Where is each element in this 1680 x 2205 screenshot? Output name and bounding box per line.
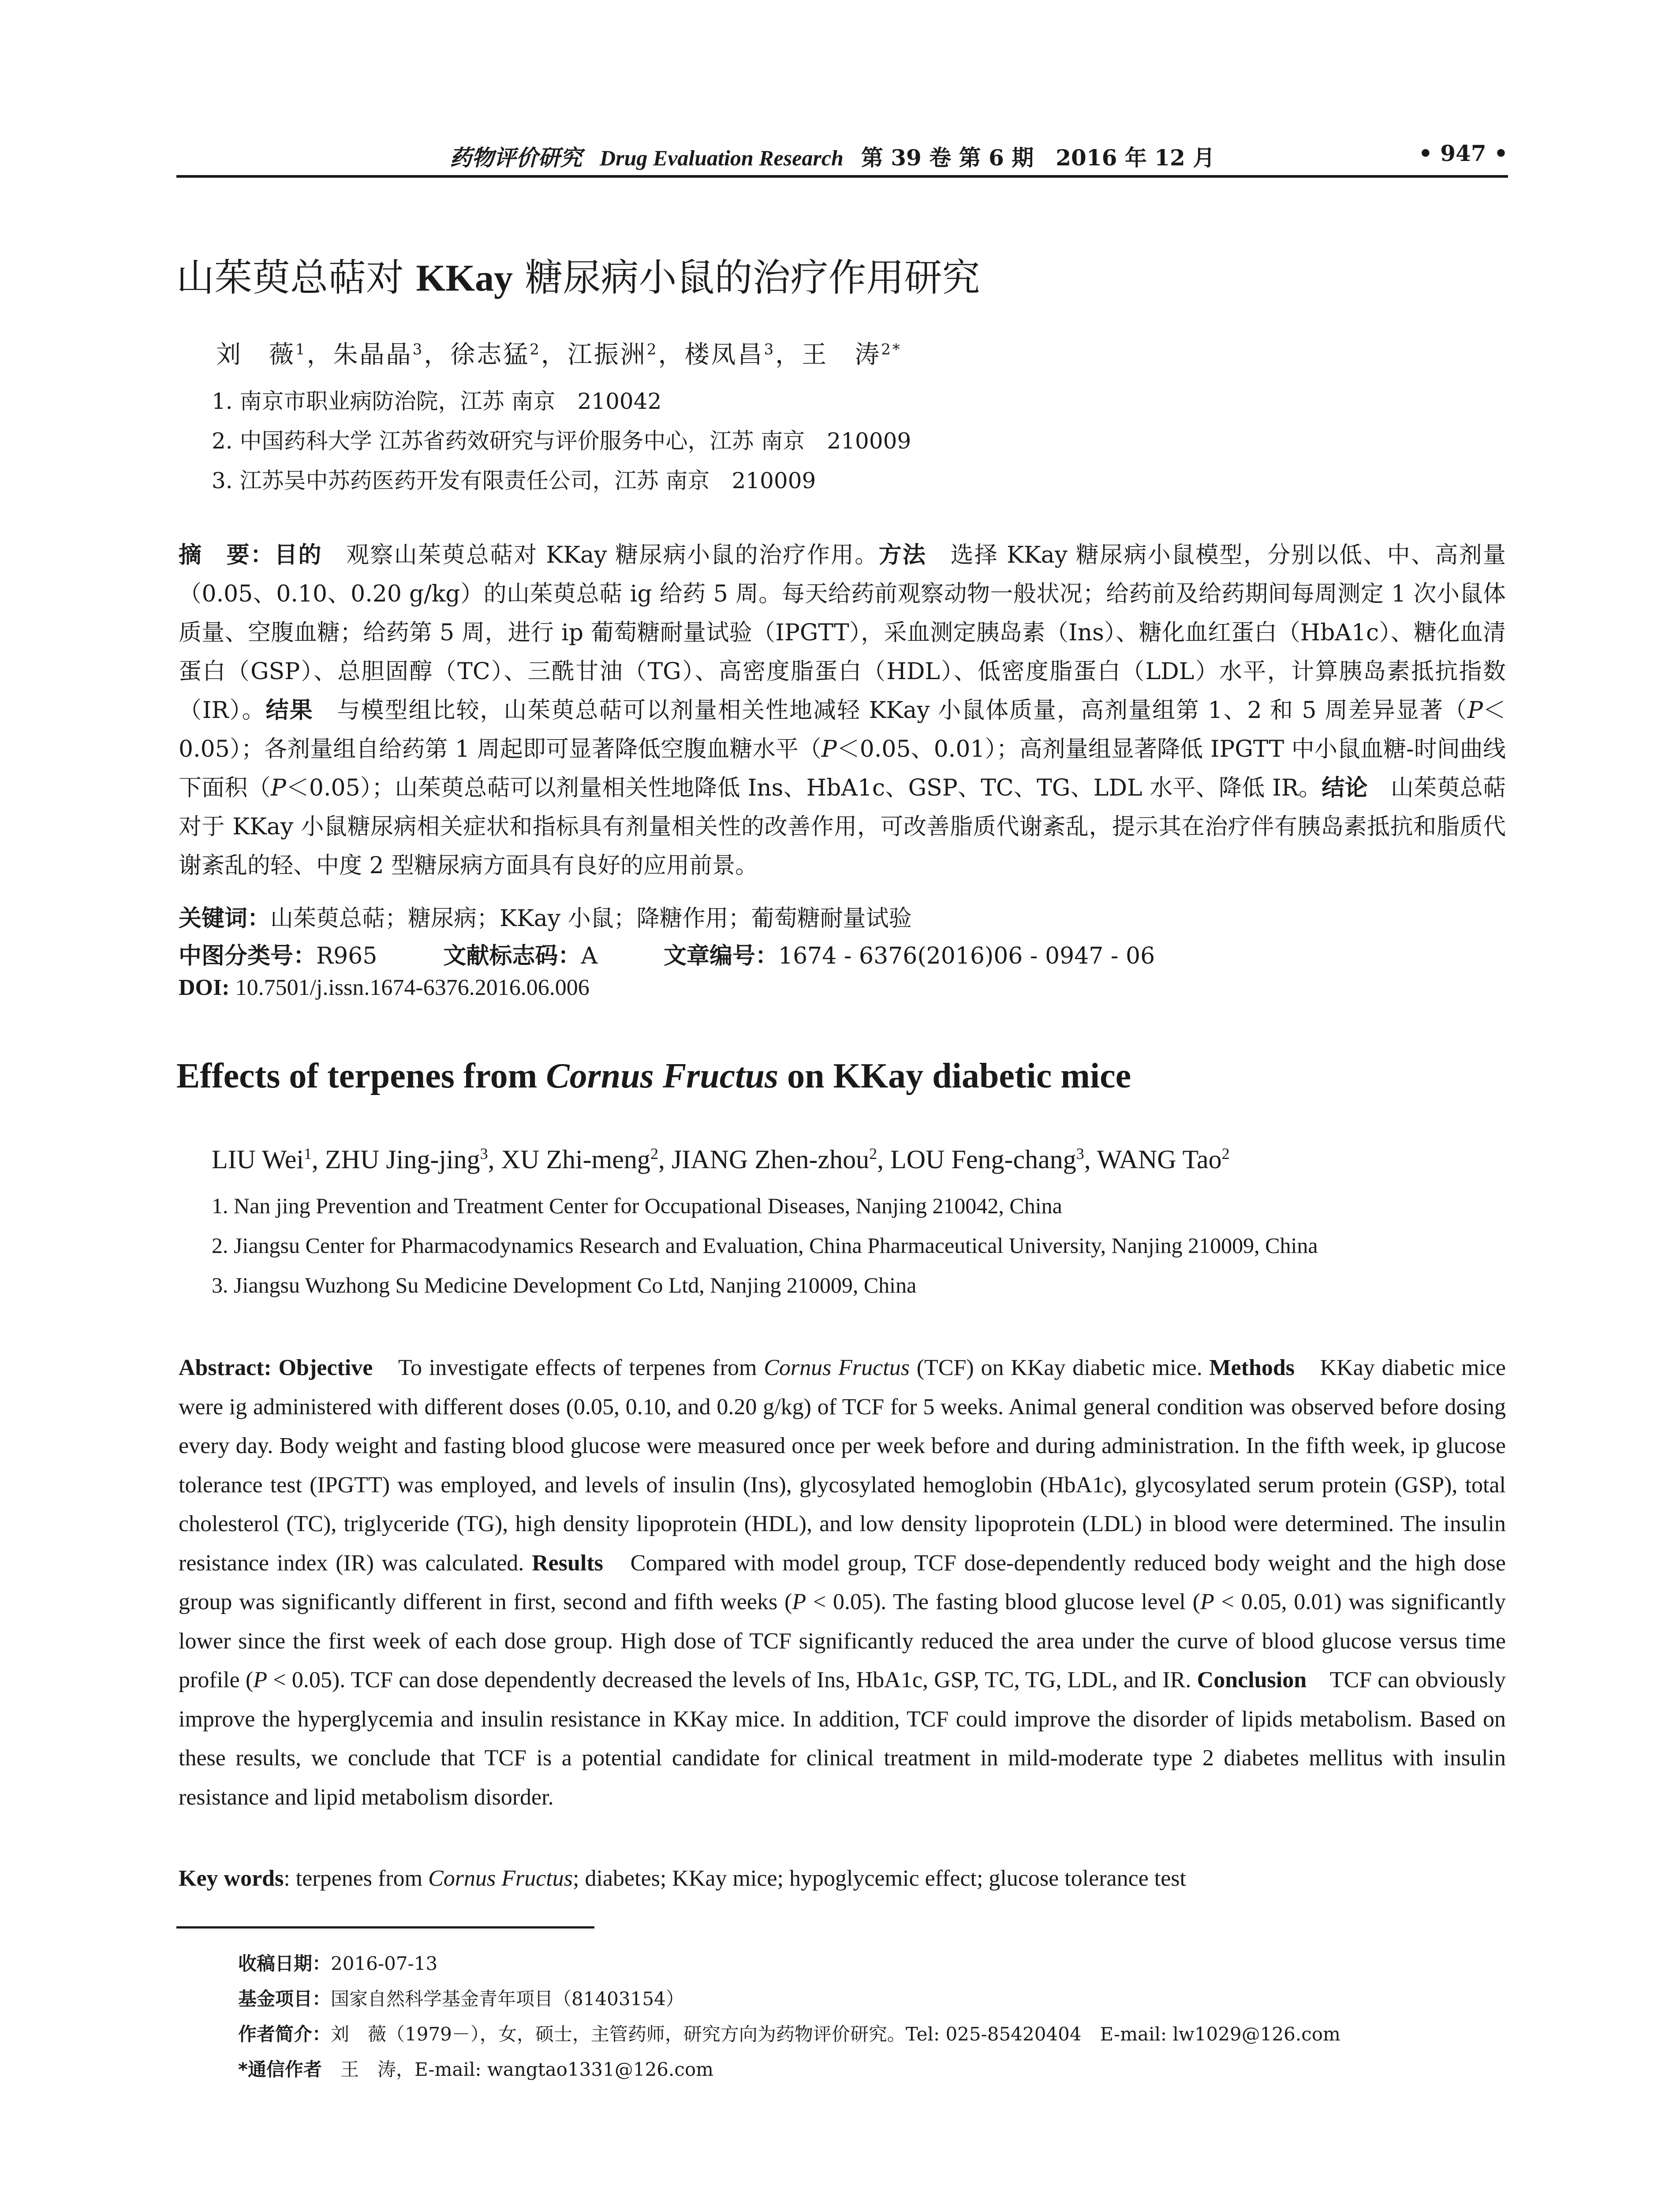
abstract-cn [179,536,1506,885]
received-label: 收稿日期： [238,1953,331,1974]
title-en [176,1056,1131,1096]
title-en-part: on KKay diabetic mice [778,1057,1131,1095]
doi-value[interactable]: 10.7501/j.issn.1674-6376.2016.06.006 [229,975,590,1000]
affiliation-en: 2. Jiangsu Center for Pharmacodynamics Research and Evaluation, China Pharmaceutical University, Nanjing 210009, China [212,1233,1318,1258]
p-symbol: P [821,736,837,762]
journal-name-en: Drug Evaluation Research [600,146,844,170]
fund-text: 国家自然科学基金青年项目（81403154） [331,1988,684,2010]
title-en-species: Cornus Fructus [546,1057,779,1095]
keywords-label: Key words [179,1866,284,1891]
conclusion-text: TCF can obviously improve the hyperglycemia and insulin resistance in KKay mice. In addition, TCF could improve the disorder of lipids metabolism. Based on these results, we conclude that TCF is a potential candidate for clinical treatment in mild-moderate type 2 diabetes mellitus with insulin resistance and lipid metabolism disorder. [179,1667,1506,1810]
corresponding-text: 王 涛，E-mail: wangtao1331@126.com [321,2059,713,2080]
author-name: , XU Zhi-meng [488,1145,650,1174]
results-label: Results [532,1550,603,1576]
title-cn [176,247,980,302]
keywords-label: 关键词： [179,905,271,932]
results-text: ＜0.05）；各剂量组自给药第 1 周起即可显著降低空腹血糖水平（ [179,697,1506,762]
author-name: 刘 薇 [216,340,295,369]
author-name: ，徐志猛 [424,340,530,369]
p-symbol: P [1467,697,1483,724]
title-cn-part: 糖尿病小鼠的治疗作用研究 [513,256,980,300]
results-text: ＜0.05）；山茱萸总萜可以剂量相关性地降低 Ins、HbA1c、GSP、TC、TG、LDL 水平、降低 IR。 [286,775,1322,801]
bio-label: 作者简介： [238,2023,331,2045]
doc-code-value: A [581,943,597,969]
results-text: Compared with model group, TCF dose-dependently reduced body weight and the high dose group was significantly different in first, second and fifth weeks ( [179,1550,1506,1615]
author-affil-mark: 1 [304,1145,312,1162]
article-number-label: 文章编号： [664,943,779,969]
author-name: ，王 涛 [775,340,881,369]
author-affil-mark: 2 [869,1145,877,1162]
affiliation-en: 1. Nan jing Prevention and Treatment Center for Occupational Diseases, Nanjing 210042, China [212,1193,1062,1218]
results-label: 结果 [265,697,314,724]
author-name: , LOU Feng-chang [877,1145,1076,1174]
author-affil-mark: 2 [646,340,658,359]
title-en-part: Effects of terpenes from [176,1057,546,1095]
header-rule [176,175,1508,178]
results-text: < 0.05). TCF can dose dependently decreased the levels of Ins, HbA1c, GSP, TC, TG, LDL, and IR. [267,1667,1197,1693]
affiliation-cn: 1. 南京市职业病防治院，江苏 南京 210042 [212,389,662,414]
keywords-text: ; diabetes; KKay mice; hypoglycemic effect; glucose tolerance test [573,1866,1186,1891]
methods-label: Methods [1209,1355,1295,1380]
objective-text: (TCF) on KKay diabetic mice. [909,1355,1210,1380]
affiliation-cn: 2. 中国药科大学 江苏省药效研究与评价服务中心，江苏 南京 210009 [212,428,911,454]
classification-cn [179,937,1155,970]
results-text: ＜0.05、0.01）；高剂量组显著降低 IPGTT 中小鼠血糖-时间曲线下面积（ [179,736,1506,801]
author-affil-mark: 2 [650,1145,658,1162]
author-affil-mark: 3 [764,340,776,359]
article-number-value: 1674 - 6376(2016)06 - 0947 - 06 [778,943,1155,969]
footnote-fund [238,1984,684,2011]
author-affil-mark: 3 [412,340,424,359]
author-name: , JIANG Zhen-zhou [658,1145,870,1174]
p-symbol: P [792,1589,806,1615]
footnote-rule [176,1926,594,1928]
footnote-author-bio [238,2020,1340,2046]
author-affil-mark: 3 [1076,1145,1084,1162]
title-cn-kkay: KKay [416,257,513,299]
author-affil-mark: 2* [881,340,902,359]
author-affil-mark: 2 [1221,1145,1230,1162]
title-cn-part: 山茱萸总萜对 [176,256,416,300]
author-name: ，江振洲 [541,340,647,369]
journal-volume: 第 39 卷 第 6 期 2016 年 12 月 [861,145,1215,171]
received-date: 2016-07-13 [331,1953,438,1974]
abstract-objective-label: Abstract: Objective [179,1355,373,1380]
objective-text: 观察山茱萸总萜对 KKay 糖尿病小鼠的治疗作用。 [322,542,879,568]
fund-label: 基金项目： [238,1988,331,2010]
clc-value: R965 [316,943,377,969]
author-affil-mark: 3 [480,1145,488,1162]
p-symbol: P [253,1667,267,1693]
authors-en [212,1144,1230,1175]
doc-code-label: 文献标志码： [443,943,581,969]
keywords-text: 山茱萸总萜；糖尿病；KKay 小鼠；降糖作用；葡萄糖耐量试验 [270,905,912,932]
author-name: , WANG Tao [1084,1145,1222,1174]
page-number: • 947 • [1418,140,1508,166]
bio-text: 刘 薇（1979－），女，硕士，主管药师，研究方向为药物评价研究。Tel: 025-85420404 E-mail: lw1029@126.com [331,2023,1340,2045]
running-header [176,140,1508,176]
affiliation-en: 3. Jiangsu Wuzhong Su Medicine Development Co Ltd, Nanjing 210009, China [212,1273,917,1297]
p-symbol: P [270,775,286,801]
author-affil-mark: 2 [530,340,541,359]
author-affil-mark: 1 [295,340,307,359]
conclusion-label: 结论 [1322,775,1368,801]
author-name: LIU Wei [212,1145,304,1174]
results-text: 与模型组比较，山茱萸总萜可以剂量相关性地减轻 KKay 小鼠体质量，高剂量组第 1、2 和 5 周差异显著（ [313,697,1467,724]
conclusion-label: Conclusion [1197,1667,1307,1693]
keywords-en [179,1865,1186,1891]
species-italic: Cornus Fructus [428,1866,573,1891]
footnote-corresponding [238,2055,713,2082]
footnote-received [238,1949,437,1976]
keywords-text: : terpenes from [284,1866,429,1891]
corresponding-label: *通信作者 [238,2059,322,2080]
author-name: , ZHU Jing-jing [312,1145,480,1174]
author-name: ，朱晶晶 [306,340,413,369]
authors-cn [216,335,902,370]
objective-text: To investigate effects of terpenes from [373,1355,764,1380]
author-name: ，楼凤昌 [658,340,764,369]
methods-text: 选择 KKay 糖尿病小鼠模型，分别以低、中、高剂量（0.05、0.10、0.20 g/kg）的山茱萸总萜 ig 给药 5 周。每天给药前观察动物一般状况；给药前及给药期间每周测定 1 次小鼠体质量、空腹血糖；给药第 5 周，进行 ip 葡萄糖耐量试验（IPGTT），采血测定胰岛素（Ins）、糖化血红蛋白（HbA1c）、糖化血清蛋白（GSP）、总胆固醇（TC）、三酰甘油（TG）、高密度脂蛋白（HDL）、低密度脂蛋白（LDL）水平，计算胰岛素抵抗指数（IR）。 [179,542,1506,724]
methods-label: 方法 [878,542,927,568]
methods-text: KKay diabetic mice were ig administered with different doses (0.05, 0.10, and 0.20 g/kg) of TCF for 5 weeks. Animal general condition was observed before dosing every day. Body weight and fasting blood glucose were measured once per week before and during administration. In the fifth week, ip glucose tolerance test (IPGTT) was employed, and levels of insulin (Ins), glycosylated hemoglobin (HbA1c), glycosylated serum protein (GSP), total cholesterol (TC), triglyceride (TG), high density lipoprotein (HDL), and low density lipoprotein (LDL) in blood were determined. The insulin resistance index (IR) was calculated. [179,1355,1506,1576]
abstract-en [179,1349,1506,1817]
p-symbol: P [1200,1589,1214,1615]
journal-line [450,140,1215,172]
abstract-label: 摘 要： [179,542,275,568]
keywords-cn [179,900,912,933]
affiliation-cn: 3. 江苏吴中苏药医药开发有限责任公司，江苏 南京 210009 [212,468,816,493]
results-text: < 0.05). The fasting blood glucose level ( [806,1589,1200,1615]
doi-label: DOI: [179,975,230,1000]
species-italic: Cornus Fructus [764,1355,910,1380]
objective-label: 目的 [274,542,322,568]
conclusion-text: 山茱萸总萜对于 KKay 小鼠糖尿病相关症状和指标具有剂量相关性的改善作用，可改善脂质代谢紊乱，提示其在治疗伴有胰岛素抵抗和脂质代谢紊乱的轻、中度 2 型糖尿病方面具有良好的应用前景。 [179,775,1506,879]
results-text: < 0.05, 0.01) was significantly lower since the first week of each dose group. High dose of TCF significantly reduced the area under the curve of blood glucose versus time profile ( [179,1589,1506,1693]
journal-logo: 药物评价研究 [450,145,582,171]
doi-line [179,975,590,1001]
clc-label: 中图分类号： [179,943,317,969]
